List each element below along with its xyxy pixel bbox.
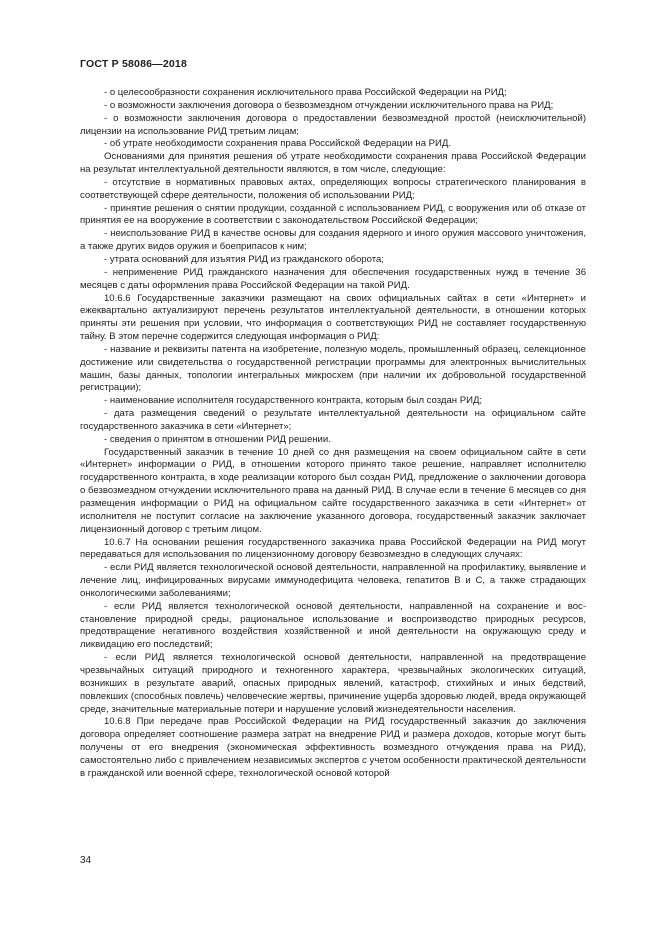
body-paragraph: 10.6.8 При передаче прав Российской Федерации на РИД государственный заказчик до заключения договора определяет соотношение размера затрат на внедрение РИД и размера доходов, которые могут быть получены от его внедрения (экономическая эффективность возмездного отчуждения права на РИД), самостоятельно либо с привлечением независимых экспертов с учетом особенности практической деятельности в гражданской или военной сфере, технологической основой которой [80, 716, 586, 779]
body-paragraph: - о возможности заключения договора о безвозмездном отчуждении исключительного права на РИД; [104, 99, 554, 111]
body-paragraph: - о целесообразности сохранения исключительного права Российской Федерации на РИД; [104, 87, 507, 98]
document-header-title: ГОСТ Р 58086—2018 [80, 58, 188, 70]
body-paragraph: - неприменение РИД гражданского назначения для обеспечения государственных нужд в течение 36 месяцев с даты оформления права Российской Федерации на такой РИД. [80, 266, 586, 291]
body-paragraph: - неиспользование РИД в качестве основы для создания ядерного и иного оружия массового уничтожения, а также других видов оружия и боеприпасов к ним; [80, 228, 586, 253]
body-paragraph: - отсутствие в нормативных правовых актах, определяющих вопросы стратегического планирования в соответствующей сфере деятельности, положения об использовании РИД; [80, 176, 586, 201]
body-paragraph: 10.6.6 Государственные заказчики размещают на своих официальных сайтах в сети «Интернет» и ежеквартально актуализируют перечень результатов интеллектуальной деятельности, в отношении которых приняты эти решения при условии, что информация о соответствующих РИД не составляет государственную тайну. В этом перечне содержится следующая информация о РИД: [80, 292, 586, 343]
body-paragraph: - дата размещения сведений о результате интеллектуальной деятельности на официальном сайте государственного заказчика в сети «Интернет»; [80, 408, 586, 432]
body-paragraph: - сведения о принятом в отношении РИД решении. [104, 433, 331, 445]
body-paragraph: - если РИД является технологической основой деятельности, направленной на сохранение и восстановление природной среды, рациональное использование и воспроизводство природных ресурсов, предотвращение негативного воздействия хозяйственной и иной деятельности на окружающую среду и ликвидацию его последствий; [80, 600, 586, 651]
document-body [80, 87, 586, 781]
body-paragraph: - если РИД является технологической основой деятельности, направленной на предотвращение чрезвычайных ситуаций природного и техногенного характера, чрезвычайных экологических ситуаций, возникших в результате аварий, опасных природных явлений, катастроф, стихийных и иных бедствий, повлекших (способных повлечь) человеческие жертвы, причинение ущерба здоровью людей, вреда окружающей среде, значительные материальные потери и нарушение условий жизнедеятельности населения. [80, 652, 586, 715]
body-paragraph: - об утрате необходимости сохранения права Российской Федерации на РИД. [104, 138, 452, 150]
body-paragraph: - если РИД является технологической основой деятельности, направленной на профилактику, выявление и лечение лиц, инфицированных вирусами иммунодефицита человека, гепатитов В и С, а также страдающих онкологическими заболеваниями; [80, 562, 586, 599]
body-paragraph: Основаниями для принятия решения об утрате необходимости сохранения права Российской Федерации на результат интеллектуальной деятельности являются, в том числе, следующие: [80, 151, 586, 176]
body-paragraph: 10.6.7 На основании решения государственного заказчика права Российской Федерации на РИД могут передаваться для использования по лицензионному договору безвозмездно в следующих случаях: [80, 536, 586, 561]
body-paragraph: - утрата оснований для изъятия РИД из гражданского оборота; [104, 253, 384, 265]
body-paragraph: - принятие решения о снятии продукции, созданной с использованием РИД, с вооружения или об отказе от принятия ее на вооружение в соответствии с законодательством Российской Федерации; [80, 202, 586, 227]
body-paragraph: - о возможности заключения договора о предоставлении безвозмездной простой (неисключительной) лицензии на использование РИД третьим лицам; [80, 112, 586, 137]
body-paragraph: Государственный заказчик в течение 10 дней со дня размещения на своем официальном сайте в сети «Интернет» информации о РИД, в отношении которого принято такое решение, направляет исполнителю государственного контракта, в ходе реализации которого был создан РИД, предложение о заключении договора о безвозмездном отчуждении исключительного права на данный РИД. В случае если в течение 6 месяцев со дня размещения информации о РИД на официальном сайте государственного заказчика в сети «Интернет» от исполнителя не поступит согласие на заключение указанного договора, государственный заказчик заключает лицензионный договор с третьим лицом. [80, 446, 586, 535]
body-paragraph: - наименование исполнителя государственного контракта, которым был создан РИД; [104, 395, 483, 407]
page-number: 34 [80, 855, 92, 866]
body-paragraph: - название и реквизиты патента на изобретение, полезную модель, промышленный образец, селекционное достижение или свидетельства о государственной регистрации программы для электронных вычислительных машин, базы данных, топологии интегральных микросхем (при наличии их добровольной государственной регистрации); [80, 343, 586, 394]
